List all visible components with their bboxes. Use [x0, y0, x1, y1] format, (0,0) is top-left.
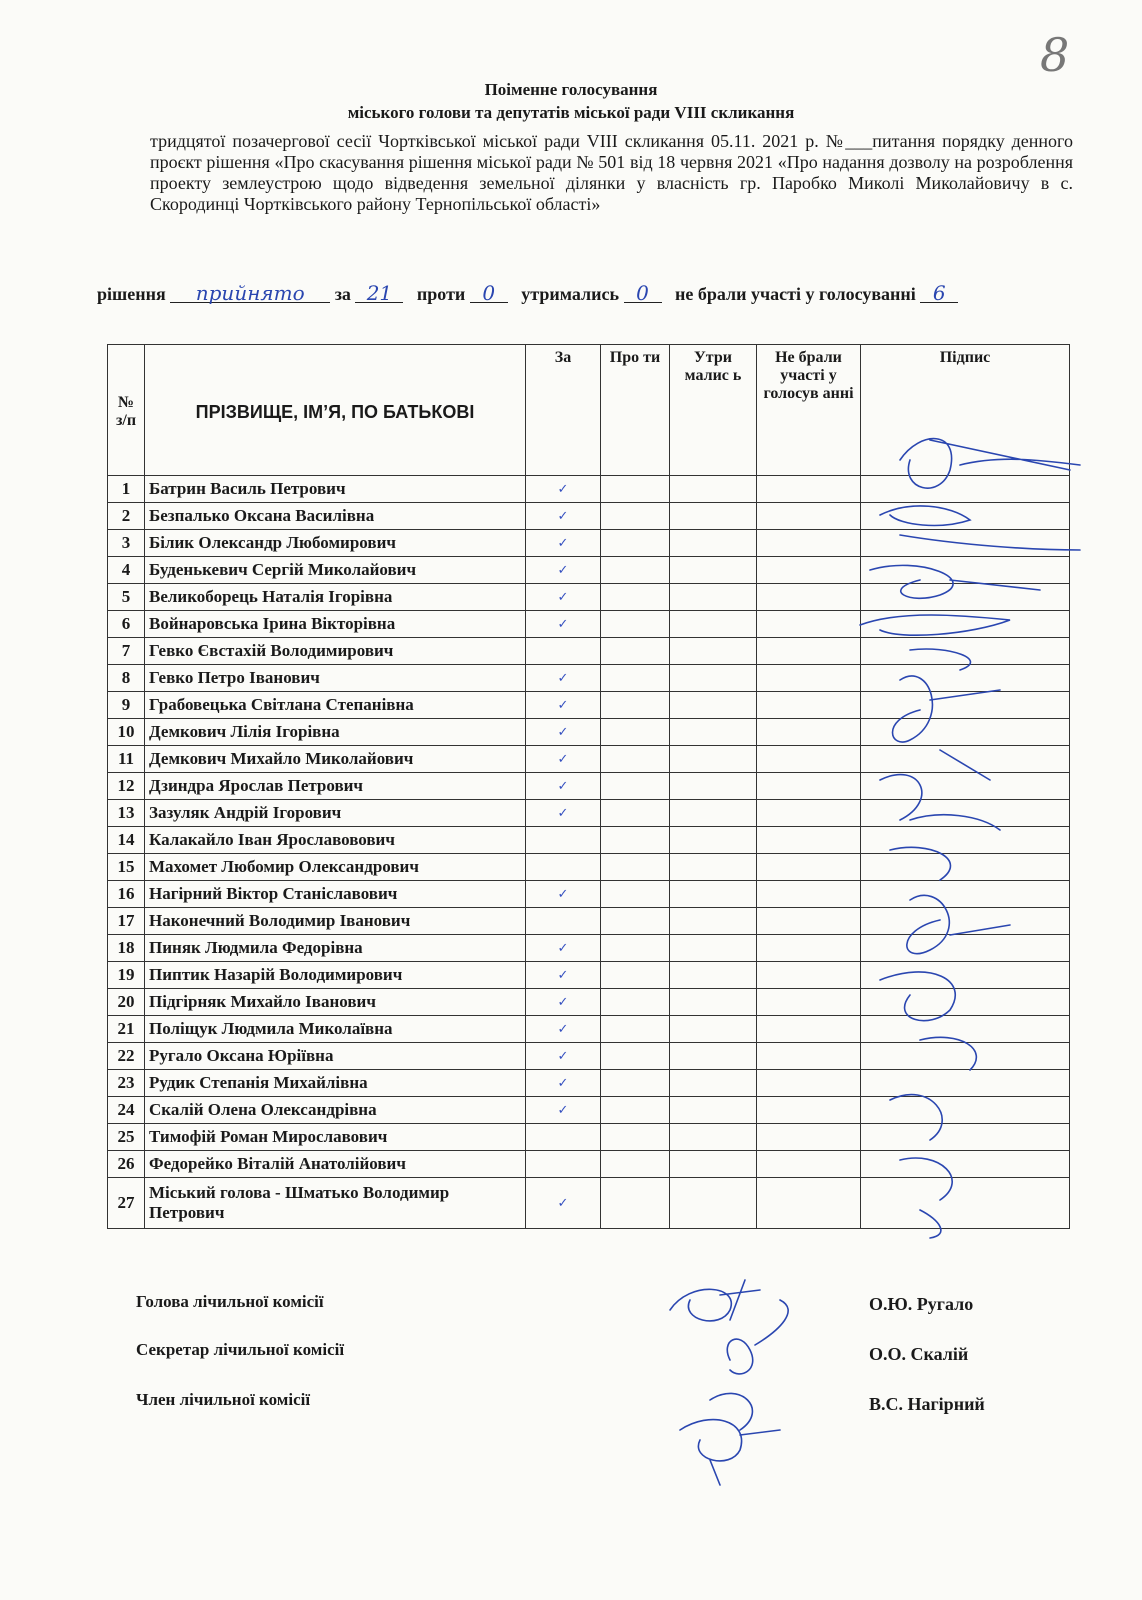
row-number: 16 [108, 881, 145, 908]
row-for [526, 908, 601, 935]
row-name: Пиптик Назарій Володимирович [145, 962, 526, 989]
row-number: 22 [108, 1043, 145, 1070]
row-name: Федорейко Віталій Анатолійович [145, 1151, 526, 1178]
row-for: ✓ [526, 962, 601, 989]
header-num: № з/п [108, 345, 145, 476]
header-not-voted: Не брали участі у голосув анні [757, 345, 861, 476]
for-value: 21 [355, 284, 403, 303]
row-name: Войнаровська Ірина Вікторівна [145, 611, 526, 638]
row-number: 20 [108, 989, 145, 1016]
row-number: 11 [108, 746, 145, 773]
row-name: Гевко Євстахій Володимирович [145, 638, 526, 665]
row-for [526, 827, 601, 854]
row-abstained [670, 1124, 757, 1151]
row-against [601, 989, 670, 1016]
row-abstained [670, 1016, 757, 1043]
header-signature: Підпис [861, 345, 1070, 476]
row-for: ✓ [526, 503, 601, 530]
abstained-value: 0 [624, 284, 662, 303]
doc-subtitle: міського голови та депутатів міської ради VIII скликання [347, 103, 795, 122]
row-number: 17 [108, 908, 145, 935]
row-abstained [670, 503, 757, 530]
row-abstained [670, 665, 757, 692]
member-name: В.С. Нагірний [869, 1394, 985, 1414]
row-number: 2 [108, 503, 145, 530]
row-abstained [670, 1070, 757, 1097]
row-name: Поліщук Людмила Миколаївна [145, 1016, 526, 1043]
row-number: 6 [108, 611, 145, 638]
row-against [601, 476, 670, 503]
decision-value: прийнято [170, 284, 330, 303]
row-name: Наконечний Володимир Іванович [145, 908, 526, 935]
page-mark: 8 [1040, 28, 1070, 82]
decision-label: рішення [97, 284, 166, 304]
row-name: Демкович Михайло Миколайович [145, 746, 526, 773]
row-number: 15 [108, 854, 145, 881]
row-abstained [670, 638, 757, 665]
row-against [601, 692, 670, 719]
not-voted-label: не брали участі у голосуванні [675, 284, 916, 304]
row-for: ✓ [526, 476, 601, 503]
row-number: 12 [108, 773, 145, 800]
row-against [601, 881, 670, 908]
row-name: Підгірняк Михайло Іванович [145, 989, 526, 1016]
row-against [601, 584, 670, 611]
row-number: 23 [108, 1070, 145, 1097]
for-label: за [334, 284, 351, 304]
row-number: 8 [108, 665, 145, 692]
row-number: 10 [108, 719, 145, 746]
row-abstained [670, 746, 757, 773]
chair-name: О.Ю. Ругало [869, 1294, 974, 1314]
abstained-label: утримались [521, 284, 619, 304]
row-for: ✓ [526, 1043, 601, 1070]
row-name: Махомет Любомир Олександрович [145, 854, 526, 881]
secretary-label: Секретар лічильної комісії [136, 1340, 345, 1359]
row-against [601, 638, 670, 665]
row-abstained [670, 854, 757, 881]
row-against [601, 1178, 670, 1229]
row-abstained [670, 962, 757, 989]
row-number: 24 [108, 1097, 145, 1124]
chair-label: Голова лічильної комісії [136, 1292, 324, 1311]
row-for: ✓ [526, 1097, 601, 1124]
row-abstained [670, 1097, 757, 1124]
row-against [601, 1070, 670, 1097]
commission-signatures [650, 1260, 820, 1490]
decision-line [97, 281, 958, 305]
row-for [526, 1151, 601, 1178]
row-against [601, 530, 670, 557]
row-against [601, 746, 670, 773]
doc-title: Поіменне голосування [484, 80, 658, 99]
row-name: Білик Олександр Любомирович [145, 530, 526, 557]
row-number: 3 [108, 530, 145, 557]
row-number: 27 [108, 1178, 145, 1229]
row-number: 25 [108, 1124, 145, 1151]
row-for: ✓ [526, 1016, 601, 1043]
row-abstained [670, 476, 757, 503]
row-abstained [670, 1151, 757, 1178]
intro-text: тридцятої позачергової сесії Чортківської міської ради VIII скликання 05.11. 2021 р. №___питання порядку денного проєкт рішення «Про скасування рішення міської ради № 501 від 18 червня 2021 «Про надання дозволу на розроблення проекту землеустрою щодо відведення земельної ділянки у власність гр. Паробко Миколі Миколайовичу в с. Скородинці Чортківського району Тернопільської області» [150, 131, 1073, 214]
row-for: ✓ [526, 989, 601, 1016]
row-for [526, 1124, 601, 1151]
row-against [601, 1097, 670, 1124]
row-for [526, 638, 601, 665]
row-against [601, 611, 670, 638]
row-number: 18 [108, 935, 145, 962]
row-for: ✓ [526, 1070, 601, 1097]
row-for [526, 854, 601, 881]
row-abstained [670, 557, 757, 584]
row-for: ✓ [526, 773, 601, 800]
row-for: ✓ [526, 665, 601, 692]
row-number: 4 [108, 557, 145, 584]
row-against [601, 935, 670, 962]
row-abstained [670, 935, 757, 962]
row-abstained [670, 611, 757, 638]
against-label: проти [416, 284, 466, 304]
row-abstained [670, 1178, 757, 1229]
row-name: Буденькевич Сергій Миколайович [145, 557, 526, 584]
row-against [601, 665, 670, 692]
row-number: 9 [108, 692, 145, 719]
header-abstained: Утри малис ь [670, 345, 757, 476]
row-for: ✓ [526, 881, 601, 908]
doc-intro [150, 131, 1073, 215]
row-number: 1 [108, 476, 145, 503]
row-for: ✓ [526, 746, 601, 773]
row-name: Тимофій Роман Мирославович [145, 1124, 526, 1151]
row-against [601, 908, 670, 935]
row-name: Батрин Василь Петрович [145, 476, 526, 503]
row-name: Безпалько Оксана Василівна [145, 503, 526, 530]
against-value: 0 [470, 284, 508, 303]
signature-scribbles [840, 420, 1100, 1240]
row-abstained [670, 989, 757, 1016]
row-against [601, 773, 670, 800]
header-name: ПРІЗВИЩЕ, ІМ’Я, ПО БАТЬКОВІ [145, 345, 526, 476]
row-against [601, 854, 670, 881]
row-name: Пиняк Людмила Федорівна [145, 935, 526, 962]
row-name: Міський голова - Шматько Володимир Петрович [145, 1178, 526, 1229]
row-number: 26 [108, 1151, 145, 1178]
row-name: Ругало Оксана Юріївна [145, 1043, 526, 1070]
row-for: ✓ [526, 584, 601, 611]
row-abstained [670, 773, 757, 800]
row-for: ✓ [526, 530, 601, 557]
row-name: Рудик Степанія Михайлівна [145, 1070, 526, 1097]
row-abstained [670, 800, 757, 827]
not-voted-value: 6 [920, 284, 958, 303]
header-against: Про ти [601, 345, 670, 476]
row-abstained [670, 1043, 757, 1070]
row-against [601, 962, 670, 989]
row-against [601, 503, 670, 530]
row-against [601, 827, 670, 854]
row-for: ✓ [526, 557, 601, 584]
row-name: Грабовецька Світлана Степанівна [145, 692, 526, 719]
row-number: 21 [108, 1016, 145, 1043]
row-name: Зазуляк Андрій Ігорович [145, 800, 526, 827]
row-name: Дзиндра Ярослав Петрович [145, 773, 526, 800]
header-for: За [526, 345, 601, 476]
row-abstained [670, 530, 757, 557]
secretary-name: О.О. Скалій [869, 1344, 969, 1364]
row-for: ✓ [526, 935, 601, 962]
row-against [601, 557, 670, 584]
row-name: Нагірний Віктор Станіславович [145, 881, 526, 908]
row-abstained [670, 908, 757, 935]
row-number: 14 [108, 827, 145, 854]
row-for: ✓ [526, 611, 601, 638]
row-against [601, 800, 670, 827]
row-abstained [670, 827, 757, 854]
row-abstained [670, 692, 757, 719]
row-against [601, 1043, 670, 1070]
row-name: Калакайло Іван Ярославовович [145, 827, 526, 854]
row-number: 19 [108, 962, 145, 989]
row-abstained [670, 719, 757, 746]
row-against [601, 719, 670, 746]
row-number: 5 [108, 584, 145, 611]
row-name: Демкович Лілія Ігорівна [145, 719, 526, 746]
row-against [601, 1016, 670, 1043]
member-label: Член лічильної комісії [136, 1390, 311, 1409]
row-for: ✓ [526, 1178, 601, 1229]
row-number: 13 [108, 800, 145, 827]
row-abstained [670, 881, 757, 908]
row-name: Скалій Олена Олександрівна [145, 1097, 526, 1124]
row-against [601, 1124, 670, 1151]
row-name: Гевко Петро Іванович [145, 665, 526, 692]
row-for: ✓ [526, 692, 601, 719]
row-number: 7 [108, 638, 145, 665]
row-against [601, 1151, 670, 1178]
row-name: Великоборець Наталія Ігорівна [145, 584, 526, 611]
row-for: ✓ [526, 719, 601, 746]
row-for: ✓ [526, 800, 601, 827]
row-abstained [670, 584, 757, 611]
